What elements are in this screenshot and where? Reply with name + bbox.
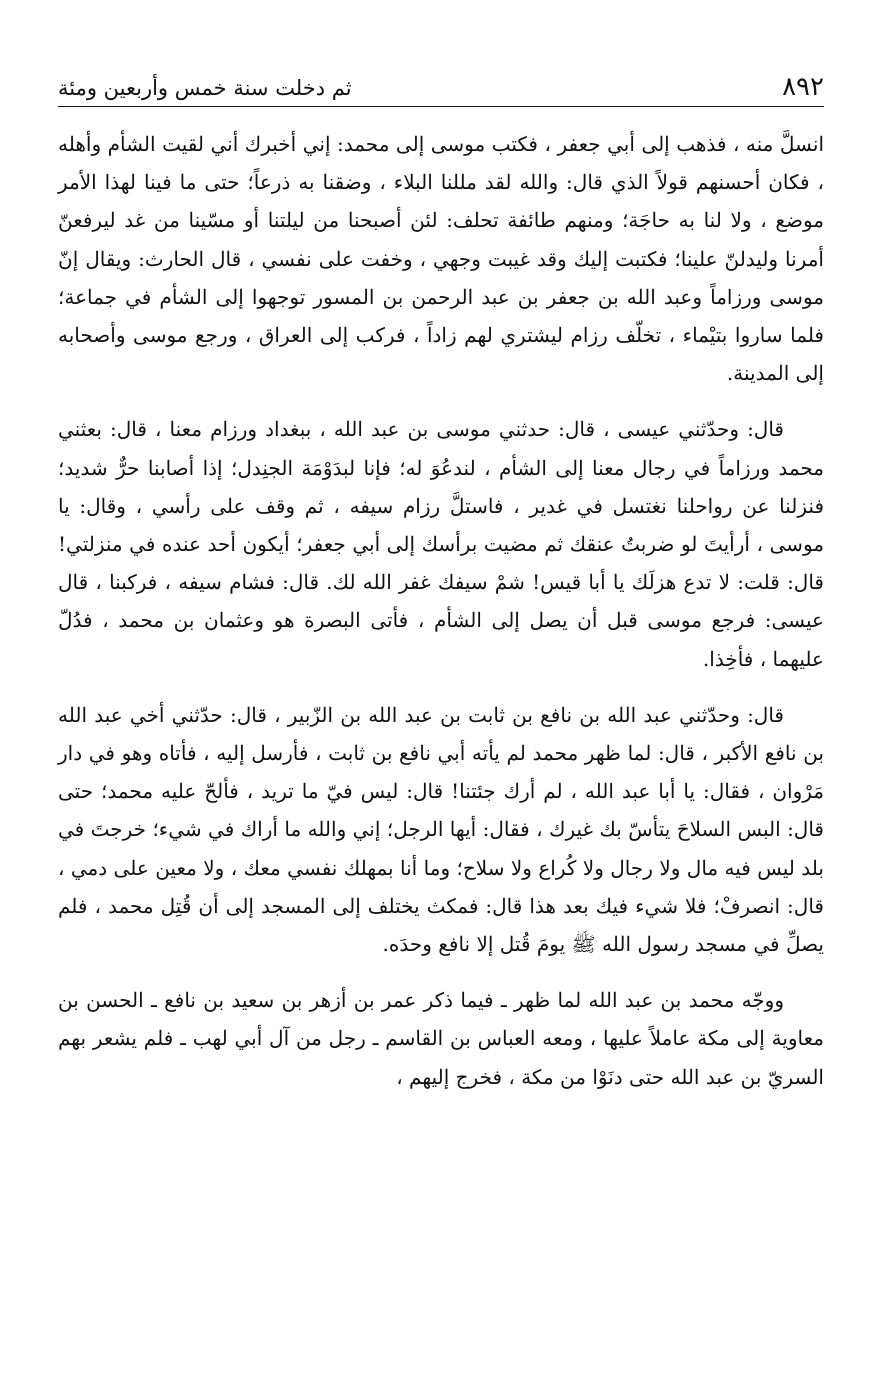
- book-page: [58, 66, 824, 1114]
- page-number: ٨٩٢: [782, 72, 824, 102]
- page-body: [58, 125, 824, 1096]
- paragraph-2: قال: وحدّثني عيسى ، قال: حدثني موسى بن عبد الله ، ببغداد ورزام معنا ، قال: بعثني محمد ورزاماً في رجال معنا إلى الشأم ، لندعُوَ له؛ فإنا لبدَوْمَة الجنِدل؛ إذا أصابنا حرٌّ شديد؛ فنزلنا عن رواحلنا نغتسل في غدير ، فاستلَّ رزام سيفه ، ثم وقف على رأسي ، وقال: يا موسى ، أرأيتَ لو ضربتُ عنقك ثم مضيت برأسك إلى أبي جعفر؛ أيكون أحد عنده في منزلتي! قال: قلت: لا تدع هزلَك يا أبا قيس! شمْ سيفك غفر الله لك. قال: فشام سيفه ، فركبنا ، قال عيسى: فرجع موسى قبل أن يصل إلى الشأم ، فأتى البصرة هو وعثمان بن محمد ، فدُلّ عليهما ، فأخِذا.: [58, 417, 824, 671]
- paragraph-1: انسلَّ منه ، فذهب إلى أبي جعفر ، فكتب موسى إلى محمد: إني أخبرك أني لقيت الشأم وأهله ، فكان أحسنهم قولاً الذي قال: والله لقد مللنا البلاء ، وضقنا به ذرعاً؛ حتى ما فينا لهذا الأمر موضع ، ولا لنا به حاجَة؛ ومنهم طائفة تحلف: لئن أصبحنا من ليلتنا أو مسّينا من غد ليرفعنّ أمرنا وليدلنّ علينا؛ فكتبت إليك وقد غيبت وجهي ، وخفت على نفسي ، قال الحارث: ويقال إنّ موسى ورزاماً وعبد الله بن جعفر بن عبد الرحمن بن المسور توجهوا إلى الشأم في جماعة؛ فلما ساروا بتيْماء ، تخلّف رزام ليشتري لهم زاداً ، فركب إلى العراق ، ورجع موسى وأصحابه إلى المدينة.: [58, 132, 824, 386]
- running-head: [58, 66, 824, 107]
- paragraph-4: ووجّه محمد بن عبد الله لما ظهر ـ فيما ذكر عمر بن أزهر بن سعيد بن نافع ـ الحسن بن معاوية إلى مكة عاملاً عليها ، ومعه العباس بن القاسم ـ رجل من آل أبي لهب ـ فلم يشعر بهم السريّ بن عبد الله حتى دنَوْا من مكة ، فخرج إليهم ،: [58, 988, 824, 1089]
- paragraph-3: قال: وحدّثني عبد الله بن نافع بن ثابت بن عبد الله بن الزّبير ، قال: حدّثني أخي عبد الله بن نافع الأكبر ، قال: لما ظهر محمد لم يأته أبي نافع بن ثابت ، فأرسل إليه ، فأتاه وهو في دار مَرْوان ، فقال: يا أبا عبد الله ، لم أرك جئتنا! قال: ليس فيّ ما تريد ، فألحّ عليه محمد؛ حتى قال: البس السلاحَ يتأسّ بك غيرك ، فقال: أيها الرجل؛ إني والله ما أراك في شيء؛ خرجتَ في بلد ليس فيه مال ولا رجال ولا كُراع ولا سلاح؛ وما أنا بمهلك نفسي معك ، ولا معين على دمي ، قال: انصرفْ؛ فلا شيء فيك بعد هذا قال: فمكث يختلف إلى المسجد إلى أن قُتِل محمد ، فلم يصلِّ في مسجد رسول الله ﷺ يومَ قُتل إلا نافع وحدَه.: [58, 702, 824, 957]
- running-head-title: ثم دخلت سنة خمس وأربعين ومئة: [58, 76, 352, 100]
